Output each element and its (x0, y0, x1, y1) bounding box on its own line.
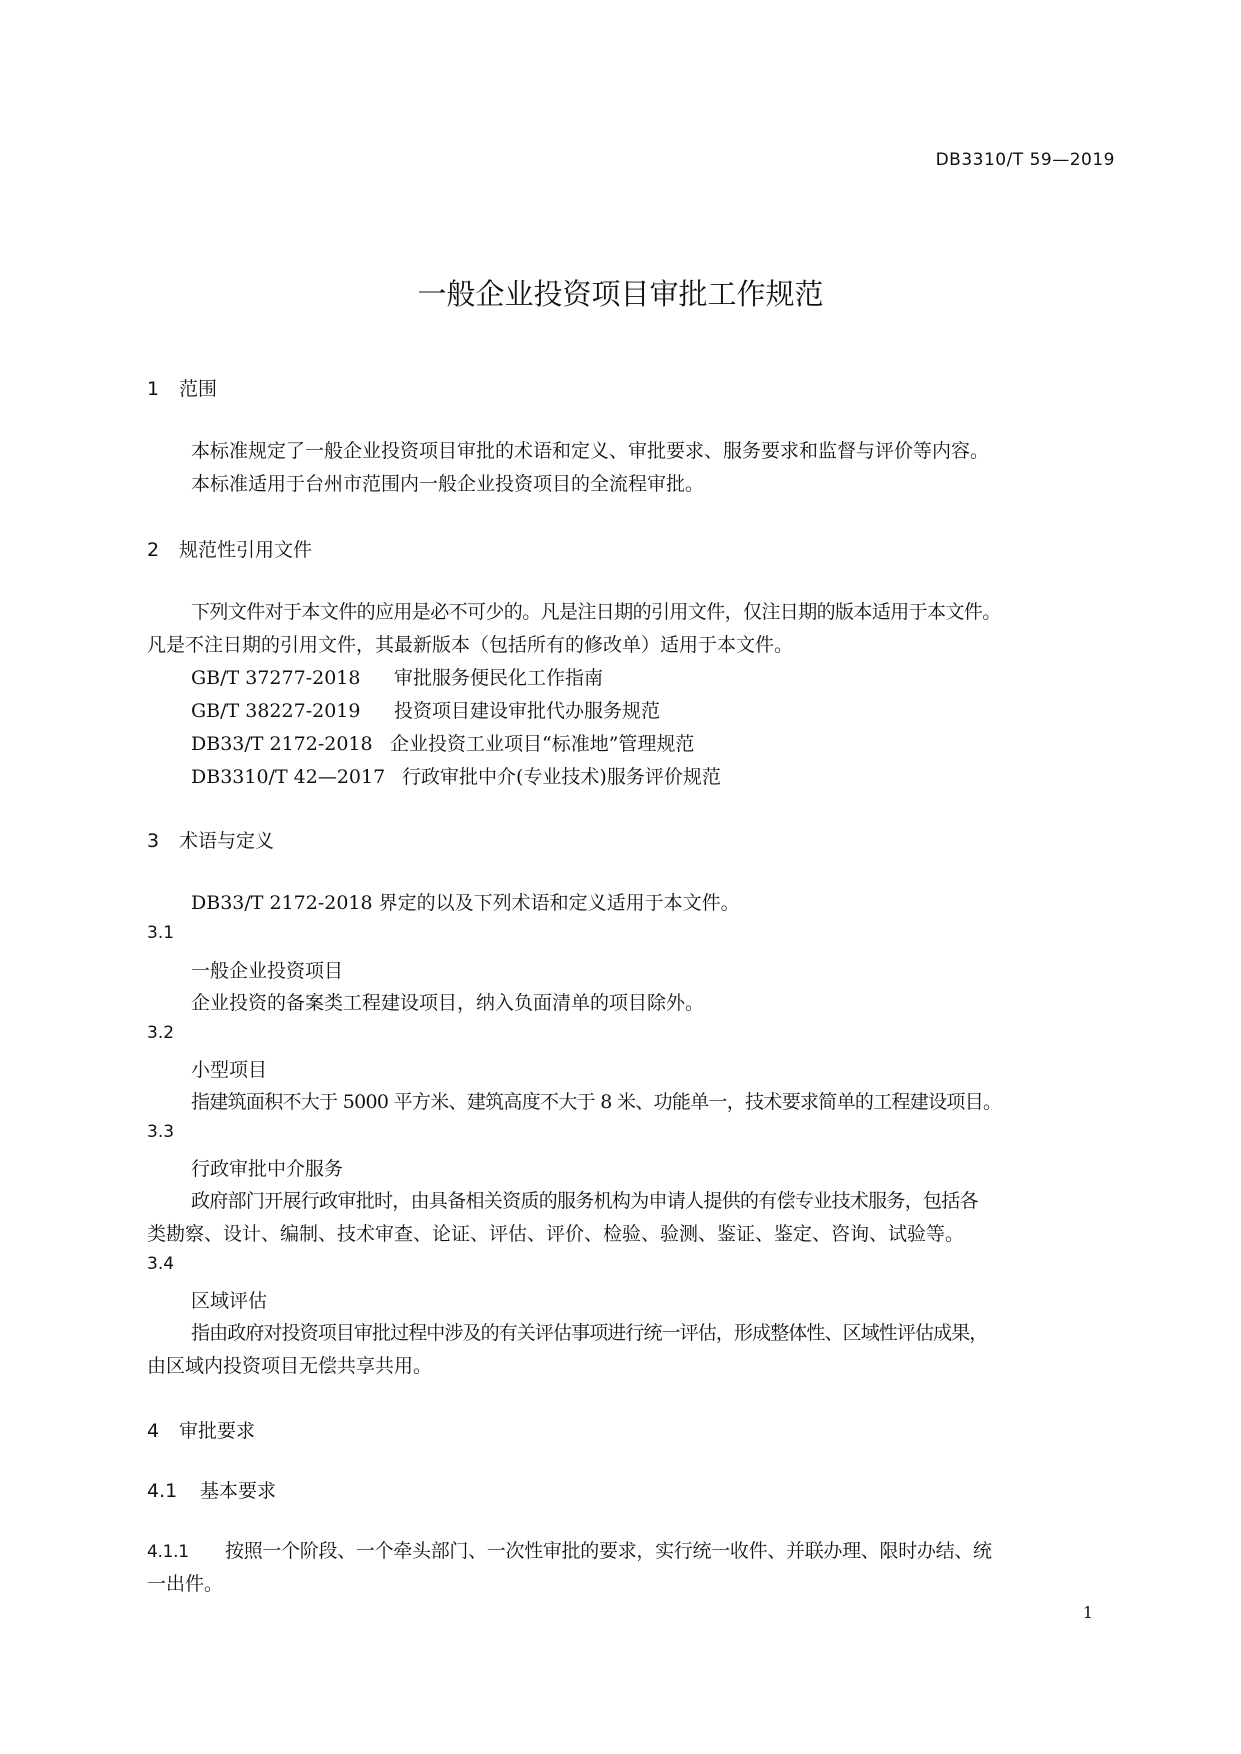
paragraph: 本标准适用于台州市范围内一般企业投资项目的全流程审批。 (191, 473, 705, 495)
section-number: 3 (147, 830, 160, 852)
reference-code: GB/T 38227-2019 (191, 700, 361, 722)
section-title: 审批要求 (179, 1420, 256, 1442)
section-heading-4 (147, 1416, 255, 1443)
reference-item (191, 663, 603, 690)
section-heading-1 (147, 374, 217, 401)
section-title: 术语与定义 (179, 830, 275, 852)
term-number: 3.4 (147, 1254, 175, 1274)
term-definition-continuation: 类勘察、设计、编制、技术审查、论证、评估、评价、检验、验测、鉴证、鉴定、咨询、试验等。 (147, 1223, 965, 1245)
section-heading-3 (147, 826, 274, 853)
page-number: 1 (1082, 1603, 1093, 1622)
term-number: 3.3 (147, 1122, 175, 1142)
term-name: 行政审批中介服务 (191, 1158, 344, 1180)
section-heading-2 (147, 535, 312, 562)
reference-name: 投资项目建设审批代办服务规范 (394, 700, 661, 722)
subsection-title: 基本要求 (200, 1480, 277, 1502)
clause-number: 4.1.1 (147, 1542, 189, 1562)
reference-item (191, 729, 694, 756)
term-definition: 指由政府对投资项目审批过程中涉及的有关评估事项进行统一评估，形成整体性、区域性评估成果， (191, 1322, 988, 1344)
section-number: 4 (147, 1420, 160, 1442)
section-title: 规范性引用文件 (179, 539, 313, 561)
clause-text: 按照一个阶段、一个牵头部门、一次性审批的要求，实行统一收件、并联办理、限时办结、统 (225, 1540, 992, 1562)
term-definition: 指建筑面积不大于 5000 平方米、建筑高度不大于 8 米、功能单一，技术要求简单的工程建设项目。 (191, 1091, 1002, 1113)
reference-code: GB/T 37277-2018 (191, 667, 361, 689)
term-definition: 企业投资的备案类工程建设项目，纳入负面清单的项目除外。 (191, 992, 705, 1014)
document-number: DB3310/T 59—2019 (935, 150, 1115, 170)
reference-name: 企业投资工业项目“标准地”管理规范 (390, 733, 695, 755)
paragraph: 本标准规定了一般企业投资项目审批的术语和定义、审批要求、服务要求和监督与评价等内容。 (191, 440, 990, 462)
paragraph-continuation: 凡是不注日期的引用文件，其最新版本（包括所有的修改单）适用于本文件。 (147, 634, 794, 656)
term-name: 区域评估 (191, 1290, 268, 1312)
clause-4-1-1 (147, 1536, 992, 1563)
subsection-number: 4.1 (147, 1480, 178, 1502)
reference-code: DB3310/T 42—2017 (191, 766, 386, 788)
reference-code: DB33/T 2172-2018 (191, 733, 373, 755)
reference-item (191, 696, 660, 723)
term-name: 一般企业投资项目 (191, 960, 344, 982)
reference-name: 行政审批中介(专业技术)服务评价规范 (402, 766, 721, 788)
section-number: 1 (147, 378, 160, 400)
paragraph: DB33/T 2172-2018 界定的以及下列术语和定义适用于本文件。 (191, 892, 740, 914)
subsection-heading-4-1 (147, 1476, 276, 1503)
term-name: 小型项目 (191, 1059, 268, 1081)
reference-name: 审批服务便民化工作指南 (394, 667, 604, 689)
reference-item (191, 762, 721, 789)
paragraph: 下列文件对于本文件的应用是必不可少的。凡是注日期的引用文件，仅注日期的版本适用于本文件。 (191, 601, 1001, 623)
term-number: 3.2 (147, 1023, 175, 1043)
term-definition-continuation: 由区域内投资项目无偿共享共用。 (147, 1355, 433, 1377)
section-title: 范围 (179, 378, 218, 400)
term-number: 3.1 (147, 923, 175, 943)
clause-continuation: 一出件。 (147, 1573, 224, 1595)
term-definition: 政府部门开展行政审批时，由具备相关资质的服务机构为申请人提供的有偿专业技术服务，包括各 (191, 1190, 978, 1212)
section-number: 2 (147, 539, 160, 561)
page-title: 一般企业投资项目审批工作规范 (417, 277, 824, 311)
